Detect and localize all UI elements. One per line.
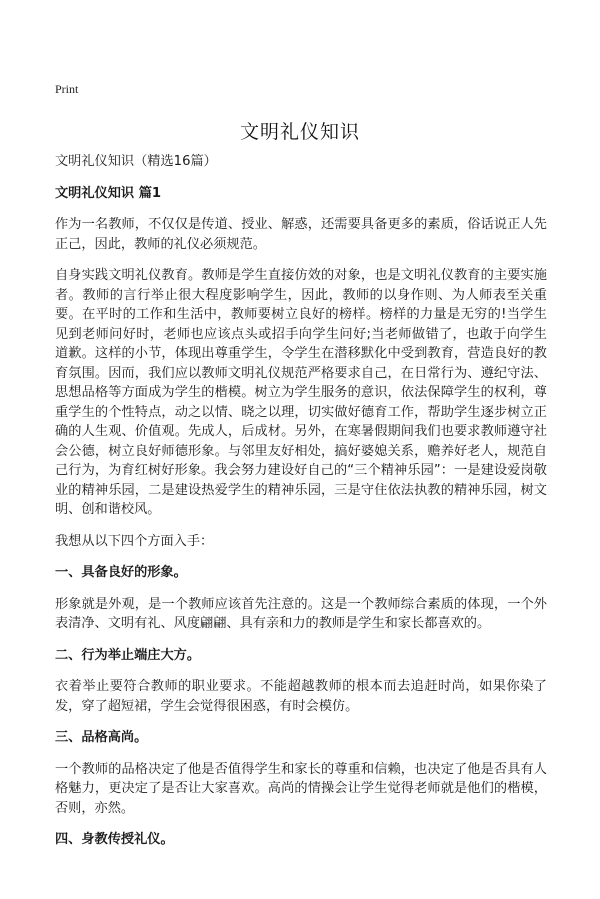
paragraph-character: 一个教师的品格决定了他是否值得学生和家长的尊重和信赖，也决定了他是否具有人格魅力，更决定了是否让大家喜欢。高尚的情操会让学生觉得老师就是他们的楷模，否则，亦然。 bbox=[55, 761, 547, 816]
heading-character: 三、品格高尚。 bbox=[55, 730, 148, 745]
paragraph-behavior: 衣着举止要符合教师的职业要求。不能超越教师的根本而去追赶时尚，如果你染了发，穿了超短裙，学生会觉得很困惑，有时会模仿。 bbox=[55, 679, 547, 714]
paragraph-practice: 自身实践文明礼仪教育。教师是学生直接仿效的对象，也是文明礼仪教育的主要实施者。教师的言行举止很大程度影响学生，因此，教师的以身作则、为人师表至关重要。在平时的工作和生活中，教师要树立良好的榜样。榜样的力量是无穷的!当学生见到老师问好时，老师也应该点头或招手向学生问好;当老师做错了，也敢于向学生道歉。这样的小节，体现出尊重学生，令学生在潜移默化中受到教育，营造良好的教育氛围。因而，我们应以教师文明礼仪规范严格要求自己，在日常行为、遵纪守法、思想品格等方面成为学生的楷模。树立为学生服务的意识，依法保障学生的权利，尊重学生的个性特点，动之以情、晓之以理，切实做好德育工作，帮助学生逐步树立正确的人生观、价值观。先成人，后成材。另外，在寒暑假期间我们也要求教师遵守社会公德，树立良好师德形象。与邻里友好相处，搞好婆媳关系，赡养好老人，规范自己行为，为育红树好形象。我会努力建设好自己的“三个精神乐园”：一是建设爱岗敬业的精神乐园，二是建设热爱学生的精神乐园，三是守住依法执教的精神乐园，树文明、创和谐校风。 bbox=[55, 268, 547, 517]
section-heading: 文明礼仪知识 篇1 bbox=[55, 185, 162, 201]
heading-behavior: 二、行为举止端庄大方。 bbox=[55, 647, 201, 663]
paragraph-image: 形象就是外观，是一个教师应该首先注意的。这是一个教师综合素质的体现，一个外表清净、文明有礼、风度翩翩、具有亲和力的教师是学生和家长都喜欢的。 bbox=[55, 596, 547, 631]
article-subtitle: 文明礼仪知识（精选16篇） bbox=[55, 154, 217, 169]
paragraph-intro: 作为一名教师，不仅仅是传道、授业、解惑，还需要具备更多的素质，俗话说正人先正己，因此，教师的礼仪必须规范。 bbox=[55, 217, 547, 252]
print-link[interactable]: Print bbox=[55, 82, 79, 96]
heading-good-image: 一、具备良好的形象。 bbox=[55, 565, 187, 580]
article-body bbox=[55, 152, 547, 862]
heading-teach-by-example: 四、身教传授礼仪。 bbox=[55, 832, 174, 847]
paragraph-four-aspects: 我想从以下四个方面入手： bbox=[55, 533, 214, 549]
page-title: 文明礼仪知识 bbox=[239, 121, 360, 143]
